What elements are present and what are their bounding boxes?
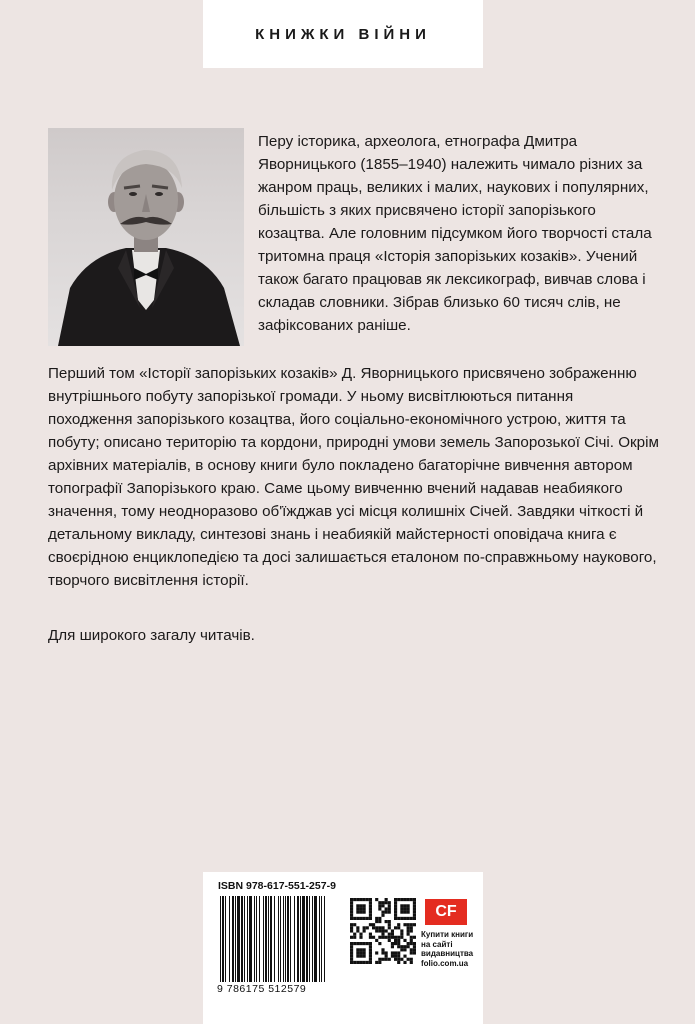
qr-code-icon: [350, 898, 416, 964]
publisher-logo: CF: [425, 899, 467, 925]
barcode-panel: [203, 872, 483, 1024]
audience-note: Для широкого загалу читачів.: [48, 627, 255, 644]
barcode-icon: [219, 896, 327, 982]
series-title-box: [203, 0, 483, 68]
buy-line: на сайті: [421, 939, 453, 949]
barcode-digits: 9 786175 512579: [217, 983, 307, 995]
author-portrait-image: [48, 128, 244, 346]
isbn-label: ISBN 978-617-551-257-9: [218, 880, 336, 892]
publisher-buy-text: [421, 930, 479, 968]
description-paragraph: Перший том «Історії запорізьких козаків» Д. Яворницького присвячено зображенню внутрішнього побуту запорізької громади. У ньому висвітлюються питання походження запорізького козацтва, його соціально-економічного устрою, життя та побуту; описано територію та кордони, природні умови земель Запорозької Січі. Окрім архівних матеріалів, в основу книги було покладено багаторічне вивчення автором топографії Запорізького краю. Саме цьому вивченню вчений надавав неабиякого значення, тому неодноразово об'їжджав усі місця колишніх Січей. Завдяки чіткості й детальному викладу, синтезові знань і неабиякій майстерності оповідача книга є своєрідною енциклопедією та досі залишається еталоном по-справжньому наукового, творчого висвітлення історії.: [48, 365, 659, 589]
author-portrait: [48, 128, 244, 346]
series-title: КНИЖКИ ВІЙНИ: [255, 25, 431, 43]
buy-line: Купити книги: [421, 930, 474, 939]
buy-line: folio.com.ua: [421, 958, 469, 968]
intro-paragraph: Перу історика, археолога, етнографа Дмитра Яворницького (1855–1940) належить чимало різних за жанром праць, великих і малих, наукових і популярних, більшість з яких присвячено історії запорізького козацтва. Але головним підсумком його творчості стала тритомна праця «Історія запорізьких козаків». Учений також багато працював як лексикограф, вивчав слова і складав словники. Зібрав близько 60 тисяч слів, не зафіксованих раніше.: [258, 133, 652, 334]
buy-line: видавництва: [421, 949, 474, 958]
